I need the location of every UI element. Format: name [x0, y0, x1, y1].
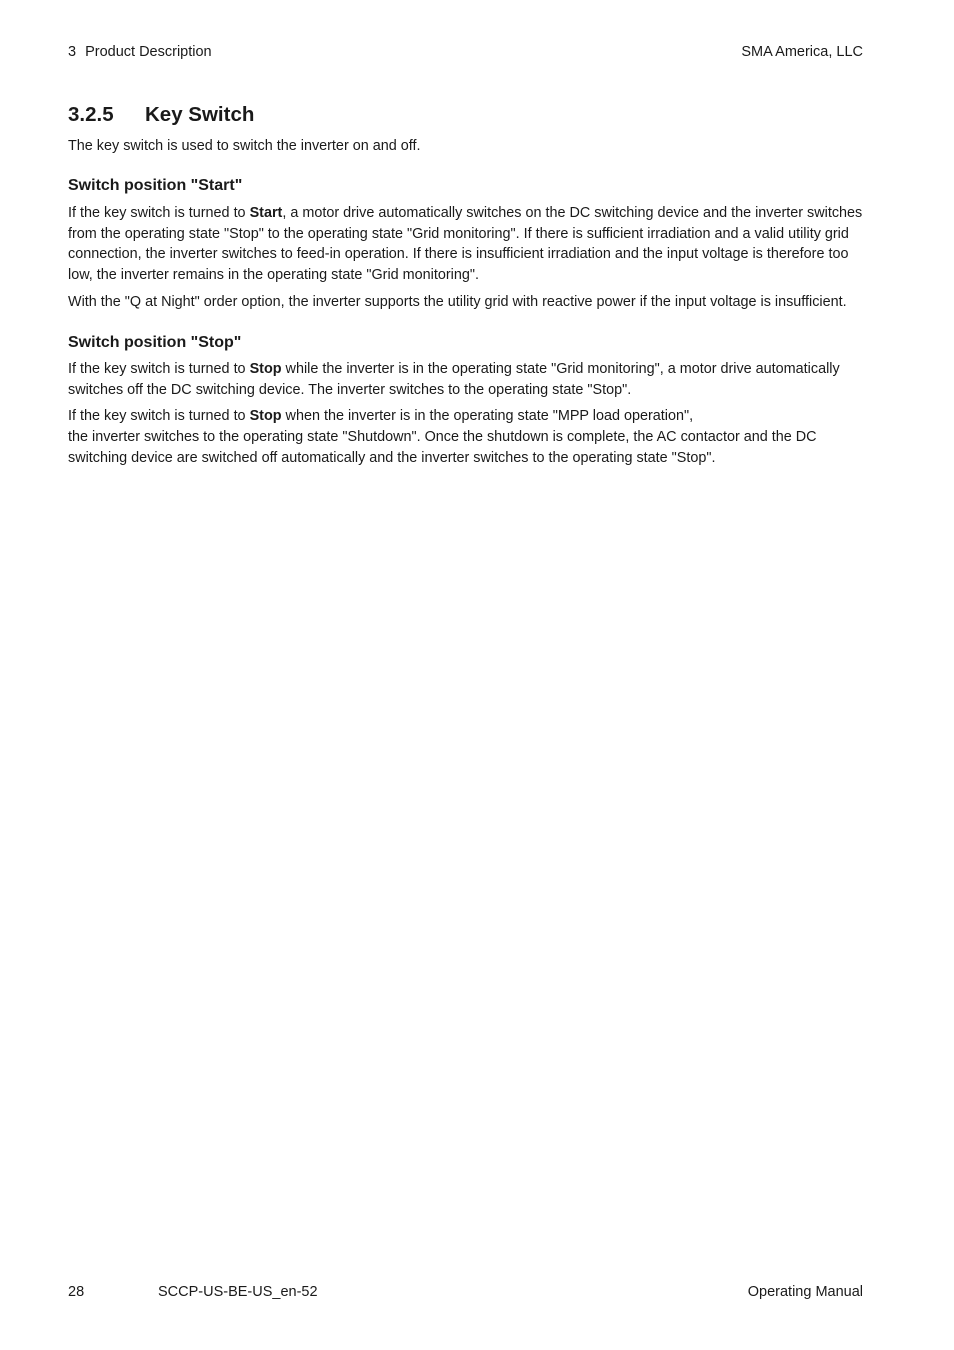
stop-position-paragraph-2 — [68, 406, 868, 468]
document-type: Operating Manual — [747, 1284, 863, 1300]
stop-p1-text-after: while the inverter is in the operating state "Grid monitoring", a motor drive automatically switches off the DC switching device. The inverter switches to the operating state "Stop". — [68, 360, 840, 398]
start-p1-text-before: If the key switch is turned to — [68, 204, 250, 221]
header-company: SMA America, LLC — [741, 44, 863, 60]
stop-p2-text-before: If the key switch is turned to — [68, 408, 250, 425]
chapter-title: Product Description — [85, 44, 212, 60]
chapter-number: 3 — [68, 44, 77, 60]
section-number: 3.2.5 — [68, 103, 114, 126]
start-position-paragraph-1 — [68, 203, 868, 286]
stop-position-paragraph-1 — [68, 359, 868, 401]
page-content — [68, 100, 868, 469]
header-chapter — [68, 44, 212, 60]
stop-p2-line1-after: when the inverter is in the operating state "MPP load operation", — [281, 408, 694, 425]
stop-keyword-2: Stop — [249, 408, 282, 425]
stop-p1-text-before: If the key switch is turned to — [68, 360, 250, 377]
start-position-paragraph-2: With the "Q at Night" order option, the inverter supports the utility grid with reactive power if the input voltage is insufficient. — [68, 293, 847, 310]
start-position-heading: Switch position "Start" — [68, 176, 243, 194]
document-code: SCCP-US-BE-US_en-52 — [158, 1284, 318, 1300]
stop-p2-line2: the inverter switches to the operating state "Shutdown". Once the shutdown is complete, the AC contactor and the DC switching device are switched off automatically and the inverter switches to the operating state "Stop". — [68, 429, 817, 466]
stop-position-heading: Switch position "Stop" — [68, 333, 242, 351]
page-footer — [68, 1284, 863, 1304]
stop-keyword: Stop — [249, 360, 282, 377]
start-keyword: Start — [249, 204, 283, 221]
page-number: 28 — [68, 1284, 85, 1300]
section-title: Key Switch — [145, 103, 255, 126]
start-p1-text-after: , a motor drive automatically switches on the DC switching device and the inverter switches from the operating state "Stop" to the operating state "Grid monitoring". If there is sufficient irradiation and a valid utility grid connection, the inverter switches to feed-in operation. If there is insufficient irradiation and the input voltage is therefore too low, the inverter remains in the operating state "Grid monitoring". — [68, 204, 863, 284]
section-heading — [68, 100, 868, 130]
page-header — [68, 44, 863, 64]
section-intro: The key switch is used to switch the inverter on and off. — [68, 138, 421, 154]
